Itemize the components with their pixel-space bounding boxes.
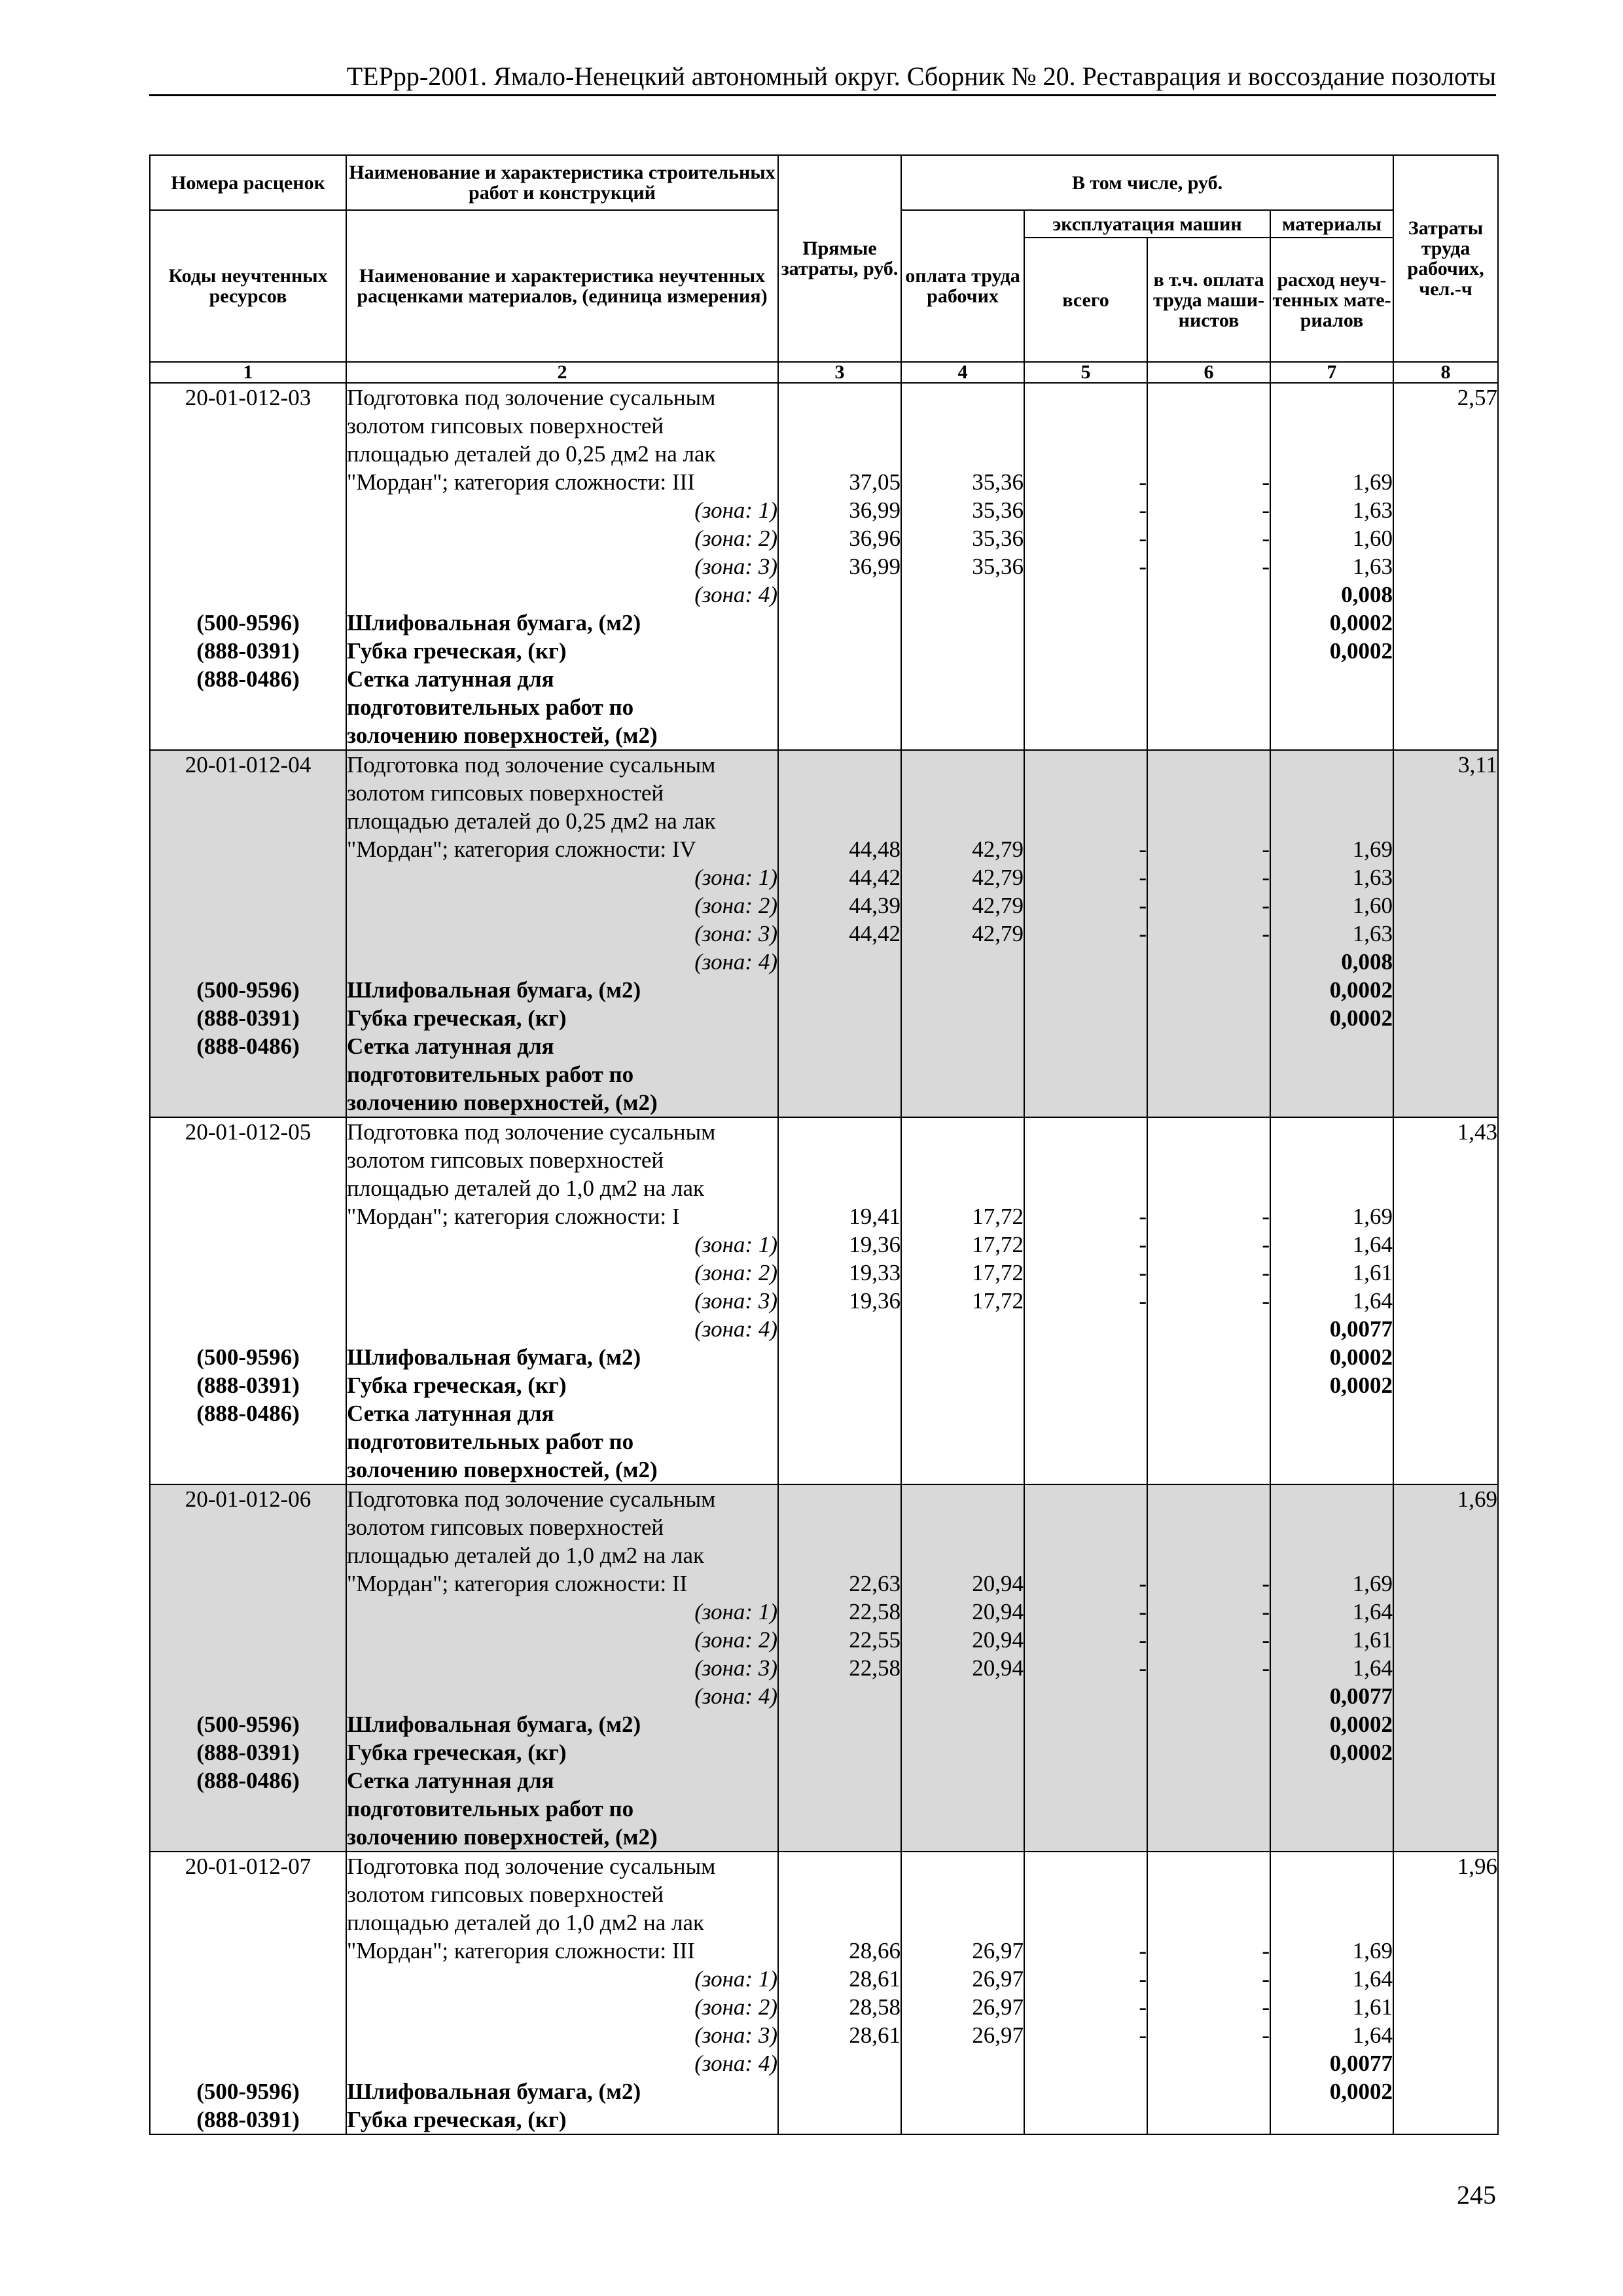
resource-qty: 0,0002 xyxy=(1329,638,1393,664)
zone-value: - xyxy=(1139,1994,1147,2020)
zone-value: - xyxy=(1262,1599,1270,1624)
zone-label: (зона: 3) xyxy=(694,2022,777,2048)
zone-value: 28,61 xyxy=(849,2022,901,2048)
zone-value: 44,42 xyxy=(849,921,901,946)
zone-material: 1,64 xyxy=(1352,1599,1393,1624)
rate-description-cell xyxy=(346,1852,778,2134)
zone-value: 28,61 xyxy=(849,1966,901,1992)
zone-value: 26,97 xyxy=(972,2022,1024,2048)
resource-code: (888-0486) xyxy=(196,1401,300,1426)
rate-row xyxy=(150,383,1498,750)
zone-value: 19,33 xyxy=(849,1260,901,1285)
zone-value: - xyxy=(1262,1938,1270,1964)
col1-top-header: Номера расценок xyxy=(150,155,346,210)
col3-header: Прямые затраты, руб. xyxy=(778,155,901,362)
zone-value: - xyxy=(1139,1260,1147,1285)
resource-name-line: подготовительных работ по xyxy=(347,1429,634,1454)
rate-row xyxy=(150,1117,1498,1484)
zone-value: 22,58 xyxy=(849,1599,901,1624)
zone-label: (зона: 2) xyxy=(694,1994,777,2020)
resource-name-line: Шлифовальная бумага, (м2) xyxy=(347,610,641,636)
rate-description-line: площадью деталей до 0,25 дм2 на лак xyxy=(347,441,716,467)
zone-value: 26,97 xyxy=(972,1994,1024,2020)
rate-code-cell xyxy=(150,1852,346,2134)
zone-value: - xyxy=(1139,865,1147,890)
resource-code: (888-0486) xyxy=(196,1033,300,1059)
zone-value: - xyxy=(1262,921,1270,946)
zone-value: - xyxy=(1139,497,1147,523)
zone-value: 35,36 xyxy=(972,469,1024,495)
zone-value: 35,36 xyxy=(972,526,1024,551)
zone-value: 17,72 xyxy=(972,1260,1024,1285)
zone-value: - xyxy=(1139,1571,1147,1596)
resource-qty: 0,0077 xyxy=(1329,1683,1393,1709)
col-num-5: 5 xyxy=(1024,362,1147,383)
zone-value: - xyxy=(1139,526,1147,551)
resource-qty: 0,0002 xyxy=(1329,1005,1393,1031)
zone-label: (зона: 1) xyxy=(694,1232,777,1257)
col-num-6: 6 xyxy=(1147,362,1270,383)
zone-label: (зона: 3) xyxy=(694,554,777,579)
zone-material: 1,61 xyxy=(1352,1994,1393,2020)
zone-value: - xyxy=(1139,1627,1147,1653)
zone-material: 1,69 xyxy=(1352,836,1393,862)
zone-material: 1,64 xyxy=(1352,1288,1393,1314)
zone-label: (зона: 3) xyxy=(694,1288,777,1314)
value-cell-direct xyxy=(778,383,901,750)
value-cell-mach xyxy=(1024,383,1147,750)
resource-name-line: золочению поверхностей, (м2) xyxy=(347,1457,658,1482)
value-cell-mach-pay xyxy=(1147,750,1270,1117)
col-num-8: 8 xyxy=(1393,362,1498,383)
zone-material: 1,63 xyxy=(1352,865,1393,890)
zone-label: (зона: 1) xyxy=(694,865,777,890)
zone-value: - xyxy=(1262,893,1270,918)
zone-value: 17,72 xyxy=(972,1288,1024,1314)
labor-value: 3,11 xyxy=(1458,752,1498,778)
col1-bottom-header: Коды неучтенных ресурсов xyxy=(150,210,346,362)
rate-row xyxy=(150,1484,1498,1852)
rate-code: 20-01-012-05 xyxy=(185,1119,312,1145)
labor-value: 1,96 xyxy=(1457,1854,1498,1879)
zone-material: 1,64 xyxy=(1352,2022,1393,2048)
rate-description-line: Подготовка под золочение сусальным xyxy=(347,1119,716,1145)
rate-description-cell xyxy=(346,1117,778,1484)
value-cell-direct xyxy=(778,1484,901,1852)
rate-description-line: площадью деталей до 1,0 дм2 на лак xyxy=(347,1910,705,1935)
resource-code: (500-9596) xyxy=(196,1344,300,1370)
labor-value: 2,57 xyxy=(1457,385,1498,410)
zone-value: 35,36 xyxy=(972,497,1024,523)
col5-header: всего xyxy=(1024,238,1147,362)
zone-value: 44,48 xyxy=(849,836,901,862)
zone-value: - xyxy=(1262,1260,1270,1285)
labor-value: 1,69 xyxy=(1457,1486,1498,1512)
zone-material: 1,69 xyxy=(1352,1571,1393,1596)
group-header: В том числе, руб. xyxy=(901,155,1393,210)
zone-value: 36,96 xyxy=(849,526,901,551)
col-num-4: 4 xyxy=(901,362,1024,383)
labor-cell xyxy=(1393,383,1498,750)
rate-description-line: золотом гипсовых поверхностей xyxy=(347,413,664,439)
rate-code-cell xyxy=(150,383,346,750)
rate-code-cell xyxy=(150,1117,346,1484)
zone-material: 1,64 xyxy=(1352,1232,1393,1257)
zone-value: - xyxy=(1262,554,1270,579)
col2-top-header: Наименование и характеристика строительных работ и конструкций xyxy=(346,155,778,210)
labor-cell xyxy=(1393,750,1498,1117)
zone-value: 19,41 xyxy=(849,1204,901,1229)
rate-row xyxy=(150,750,1498,1117)
zone-value: - xyxy=(1139,1966,1147,1992)
value-cell-direct xyxy=(778,1852,901,2134)
zone-value: - xyxy=(1262,1966,1270,1992)
column-numbers-row xyxy=(150,362,1498,383)
rate-description-line: золотом гипсовых поверхностей xyxy=(347,1515,664,1540)
resource-code: (888-0486) xyxy=(196,1768,300,1793)
zone-label: (зона: 1) xyxy=(694,497,777,523)
resource-name-line: Сетка латунная для xyxy=(347,1768,554,1793)
col2-bottom-header: Наименование и характеристика неучтенных расценками материалов, (единица измерения) xyxy=(346,210,778,362)
value-cell-pay xyxy=(901,1117,1024,1484)
zone-value: 22,58 xyxy=(849,1655,901,1681)
rate-description-line: "Мордан"; категория сложности: II xyxy=(347,1571,688,1596)
zone-value: - xyxy=(1139,1599,1147,1624)
zone-label: (зона: 2) xyxy=(694,1260,777,1285)
zone-value: - xyxy=(1139,1232,1147,1257)
resource-code: (888-0391) xyxy=(196,638,300,664)
rate-description-cell xyxy=(346,1484,778,1852)
zone-material: 1,64 xyxy=(1352,1655,1393,1681)
resource-code: (888-0391) xyxy=(196,1005,300,1031)
rate-code-cell xyxy=(150,1484,346,1852)
zone-value: - xyxy=(1139,554,1147,579)
zone-value: 20,94 xyxy=(972,1655,1024,1681)
value-cell-mach-pay xyxy=(1147,1852,1270,2134)
resource-name-line: Шлифовальная бумага, (м2) xyxy=(347,1344,641,1370)
value-cell-mach xyxy=(1024,1852,1147,2134)
zone-value: 28,58 xyxy=(849,1994,901,2020)
zone-value: 42,79 xyxy=(972,865,1024,890)
zone-label: (зона: 1) xyxy=(694,1599,777,1624)
zone-value: - xyxy=(1262,526,1270,551)
resource-code: (888-0391) xyxy=(196,1740,300,1765)
zone-value: 20,94 xyxy=(972,1571,1024,1596)
value-cell-direct xyxy=(778,750,901,1117)
col8-header: Затраты труда рабочих, чел.-ч xyxy=(1393,155,1498,362)
zone-material: 1,64 xyxy=(1352,1966,1393,1992)
table-header xyxy=(150,155,1498,383)
resource-name-line: Губка греческая, (кг) xyxy=(347,1005,567,1031)
resource-qty: 0,0002 xyxy=(1329,1740,1393,1765)
labor-value: 1,43 xyxy=(1457,1119,1498,1145)
value-cell-pay xyxy=(901,1484,1024,1852)
zone-value: 37,05 xyxy=(849,469,901,495)
value-cell-direct xyxy=(778,1117,901,1484)
rate-description-line: площадью деталей до 0,25 дм2 на лак xyxy=(347,808,716,834)
resource-name-line: подготовительных работ по xyxy=(347,1062,634,1087)
zone-value: - xyxy=(1139,836,1147,862)
col-num-2: 2 xyxy=(346,362,778,383)
col-num-1: 1 xyxy=(150,362,346,383)
resource-name-line: золочению поверхностей, (м2) xyxy=(347,1090,658,1115)
rate-description-line: площадью деталей до 1,0 дм2 на лак xyxy=(347,1175,705,1201)
resource-name-line: Сетка латунная для xyxy=(347,1033,554,1059)
zone-value: - xyxy=(1262,1204,1270,1229)
zone-value: - xyxy=(1139,921,1147,946)
zone-label: (зона: 4) xyxy=(694,582,777,607)
value-cell-pay xyxy=(901,750,1024,1117)
zone-value: - xyxy=(1262,836,1270,862)
zone-material: 1,63 xyxy=(1352,497,1393,523)
zone-material: 1,63 xyxy=(1352,554,1393,579)
resource-name-line: подготовительных работ по xyxy=(347,1796,634,1821)
resource-qty: 0,0077 xyxy=(1329,1316,1393,1342)
zone-value: 36,99 xyxy=(849,554,901,579)
zone-value: 26,97 xyxy=(972,1938,1024,1964)
zone-value: 22,63 xyxy=(849,1571,901,1596)
rate-description-line: Подготовка под золочение сусальным xyxy=(347,1486,716,1512)
rate-description-cell xyxy=(346,383,778,750)
rate-description-line: "Мордан"; категория сложности: III xyxy=(347,1938,695,1964)
zone-material: 1,69 xyxy=(1352,1938,1393,1964)
zone-value: - xyxy=(1262,497,1270,523)
resource-name-line: Губка греческая, (кг) xyxy=(347,638,567,664)
rate-code: 20-01-012-04 xyxy=(185,752,312,778)
zone-material: 1,61 xyxy=(1352,1627,1393,1653)
resource-qty: 0,0002 xyxy=(1329,1344,1393,1370)
zone-value: - xyxy=(1262,865,1270,890)
rate-description-line: "Мордан"; категория сложности: III xyxy=(347,469,695,495)
resource-qty: 0,0002 xyxy=(1329,1372,1393,1398)
zone-value: - xyxy=(1139,1288,1147,1314)
zone-value: - xyxy=(1262,1655,1270,1681)
resource-code: (500-9596) xyxy=(196,1712,300,1737)
col6-header: в т.ч. оплата труда маши- нистов xyxy=(1147,238,1270,362)
zone-material: 1,63 xyxy=(1352,921,1393,946)
zone-value: - xyxy=(1262,1288,1270,1314)
zone-value: 28,66 xyxy=(849,1938,901,1964)
materials-cell xyxy=(1270,1852,1393,2134)
zone-value: - xyxy=(1139,893,1147,918)
zone-value: 17,72 xyxy=(972,1204,1024,1229)
zone-label: (зона: 1) xyxy=(694,1966,777,1992)
zone-value: - xyxy=(1139,1938,1147,1964)
zone-material: 1,69 xyxy=(1352,469,1393,495)
resource-qty: 0,0002 xyxy=(1329,977,1393,1003)
value-cell-mach xyxy=(1024,1117,1147,1484)
rate-description-line: золотом гипсовых поверхностей xyxy=(347,1147,664,1173)
materials-cell xyxy=(1270,750,1393,1117)
zone-value: - xyxy=(1262,1994,1270,2020)
resource-name-line: Сетка латунная для xyxy=(347,1401,554,1426)
rate-code: 20-01-012-06 xyxy=(185,1486,312,1512)
rate-row xyxy=(150,1852,1498,2134)
zone-material: 1,61 xyxy=(1352,1260,1393,1285)
labor-cell xyxy=(1393,1852,1498,2134)
resource-name-line: Губка греческая, (кг) xyxy=(347,1372,567,1398)
zone-value: 19,36 xyxy=(849,1232,901,1257)
value-cell-mach-pay xyxy=(1147,1117,1270,1484)
zone-value: - xyxy=(1139,1655,1147,1681)
col4-header: оплата труда рабочих xyxy=(901,210,1024,362)
zone-label: (зона: 4) xyxy=(694,1683,777,1709)
zone-value: 44,42 xyxy=(849,865,901,890)
col-num-3: 3 xyxy=(778,362,901,383)
zone-label: (зона: 4) xyxy=(694,949,777,975)
value-cell-pay xyxy=(901,1852,1024,2134)
resource-name-line: подготовительных работ по xyxy=(347,694,634,720)
zone-value: 20,94 xyxy=(972,1627,1024,1653)
rate-description-line: "Мордан"; категория сложности: IV xyxy=(347,836,696,862)
mat-group-header: материалы xyxy=(1270,210,1393,238)
col7-header: расход неуч- тенных мате- риалов xyxy=(1270,238,1393,362)
zone-value: 42,79 xyxy=(972,893,1024,918)
resource-name-line: золочению поверхностей, (м2) xyxy=(347,723,658,748)
resource-name-line: Шлифовальная бумага, (м2) xyxy=(347,1712,641,1737)
zone-value: - xyxy=(1262,2022,1270,2048)
resource-code: (500-9596) xyxy=(196,977,300,1003)
rate-description-line: Подготовка под золочение сусальным xyxy=(347,752,716,778)
zone-value: 42,79 xyxy=(972,921,1024,946)
rate-description-cell xyxy=(346,750,778,1117)
resource-qty: 0,0002 xyxy=(1329,610,1393,636)
rate-description-line: золотом гипсовых поверхностей xyxy=(347,1882,664,1907)
rate-code-cell xyxy=(150,750,346,1117)
zone-value: 26,97 xyxy=(972,1966,1024,1992)
materials-cell xyxy=(1270,383,1393,750)
labor-cell xyxy=(1393,1117,1498,1484)
rate-description-line: Подготовка под золочение сусальным xyxy=(347,385,716,410)
rate-code: 20-01-012-07 xyxy=(185,1854,312,1879)
zone-value: 42,79 xyxy=(972,836,1024,862)
zone-value: 35,36 xyxy=(972,554,1024,579)
resource-name-line: Шлифовальная бумага, (м2) xyxy=(347,2079,641,2104)
rate-description-line: "Мордан"; категория сложности: I xyxy=(347,1204,680,1229)
zone-value: - xyxy=(1139,469,1147,495)
resource-qty: 0,0077 xyxy=(1329,2051,1393,2076)
rates-table xyxy=(149,154,1499,2135)
zone-value: - xyxy=(1139,1204,1147,1229)
resource-qty: 0,0002 xyxy=(1329,1712,1393,1737)
resource-code: (500-9596) xyxy=(196,2079,300,2104)
zone-value: 22,55 xyxy=(849,1627,901,1653)
value-cell-pay xyxy=(901,383,1024,750)
zone-label: (зона: 3) xyxy=(694,921,777,946)
value-cell-mach-pay xyxy=(1147,383,1270,750)
zone-label: (зона: 4) xyxy=(694,1316,777,1342)
resource-code: (888-0391) xyxy=(196,1372,300,1398)
col-num-7: 7 xyxy=(1270,362,1393,383)
materials-cell xyxy=(1270,1117,1393,1484)
resource-qty: 0,0002 xyxy=(1329,2079,1393,2104)
exp-group-header: эксплуатация машин xyxy=(1024,210,1270,238)
zone-material: 1,60 xyxy=(1352,893,1393,918)
rate-description-line: золотом гипсовых поверхностей xyxy=(347,780,664,806)
rate-code: 20-01-012-03 xyxy=(185,385,312,410)
materials-cell xyxy=(1270,1484,1393,1852)
resource-code: (500-9596) xyxy=(196,610,300,636)
zone-material: 1,60 xyxy=(1352,526,1393,551)
resource-code: (888-0486) xyxy=(196,666,300,692)
zone-value: - xyxy=(1139,2022,1147,2048)
labor-cell xyxy=(1393,1484,1498,1852)
zone-value: - xyxy=(1262,1627,1270,1653)
resource-name-line: Губка греческая, (кг) xyxy=(347,1740,567,1765)
zone-value: 20,94 xyxy=(972,1599,1024,1624)
value-cell-mach xyxy=(1024,1484,1147,1852)
zone-value: - xyxy=(1262,1571,1270,1596)
resource-name-line: Губка греческая, (кг) xyxy=(347,2107,567,2132)
resource-name-line: Шлифовальная бумага, (м2) xyxy=(347,977,641,1003)
zone-material: 1,69 xyxy=(1352,1204,1393,1229)
zone-value: 44,39 xyxy=(849,893,901,918)
resource-code: (888-0391) xyxy=(196,2107,300,2132)
zone-value: 36,99 xyxy=(849,497,901,523)
zone-label: (зона: 2) xyxy=(694,526,777,551)
resource-name-line: золочению поверхностей, (м2) xyxy=(347,1824,658,1850)
zone-value: 19,36 xyxy=(849,1288,901,1314)
resource-qty: 0,008 xyxy=(1341,582,1393,607)
zone-label: (зона: 4) xyxy=(694,2051,777,2076)
value-cell-mach-pay xyxy=(1147,1484,1270,1852)
rate-description-line: площадью деталей до 1,0 дм2 на лак xyxy=(347,1543,705,1568)
zone-value: - xyxy=(1262,469,1270,495)
zone-label: (зона: 2) xyxy=(694,893,777,918)
zone-value: 17,72 xyxy=(972,1232,1024,1257)
table-body xyxy=(150,383,1498,2134)
header-rule xyxy=(149,94,1496,96)
zone-value: - xyxy=(1262,1232,1270,1257)
rate-description-line: Подготовка под золочение сусальным xyxy=(347,1854,716,1879)
resource-name-line: Сетка латунная для xyxy=(347,666,554,692)
zone-label: (зона: 3) xyxy=(694,1655,777,1681)
zone-label: (зона: 2) xyxy=(694,1627,777,1653)
value-cell-mach xyxy=(1024,750,1147,1117)
resource-qty: 0,008 xyxy=(1341,949,1393,975)
page-number: 245 xyxy=(1457,2180,1496,2210)
running-header: ТЕРрр-2001. Ямало-Ненецкий автономный округ. Сборник № 20. Реставрация и воссоздание позолоты xyxy=(346,62,1496,91)
